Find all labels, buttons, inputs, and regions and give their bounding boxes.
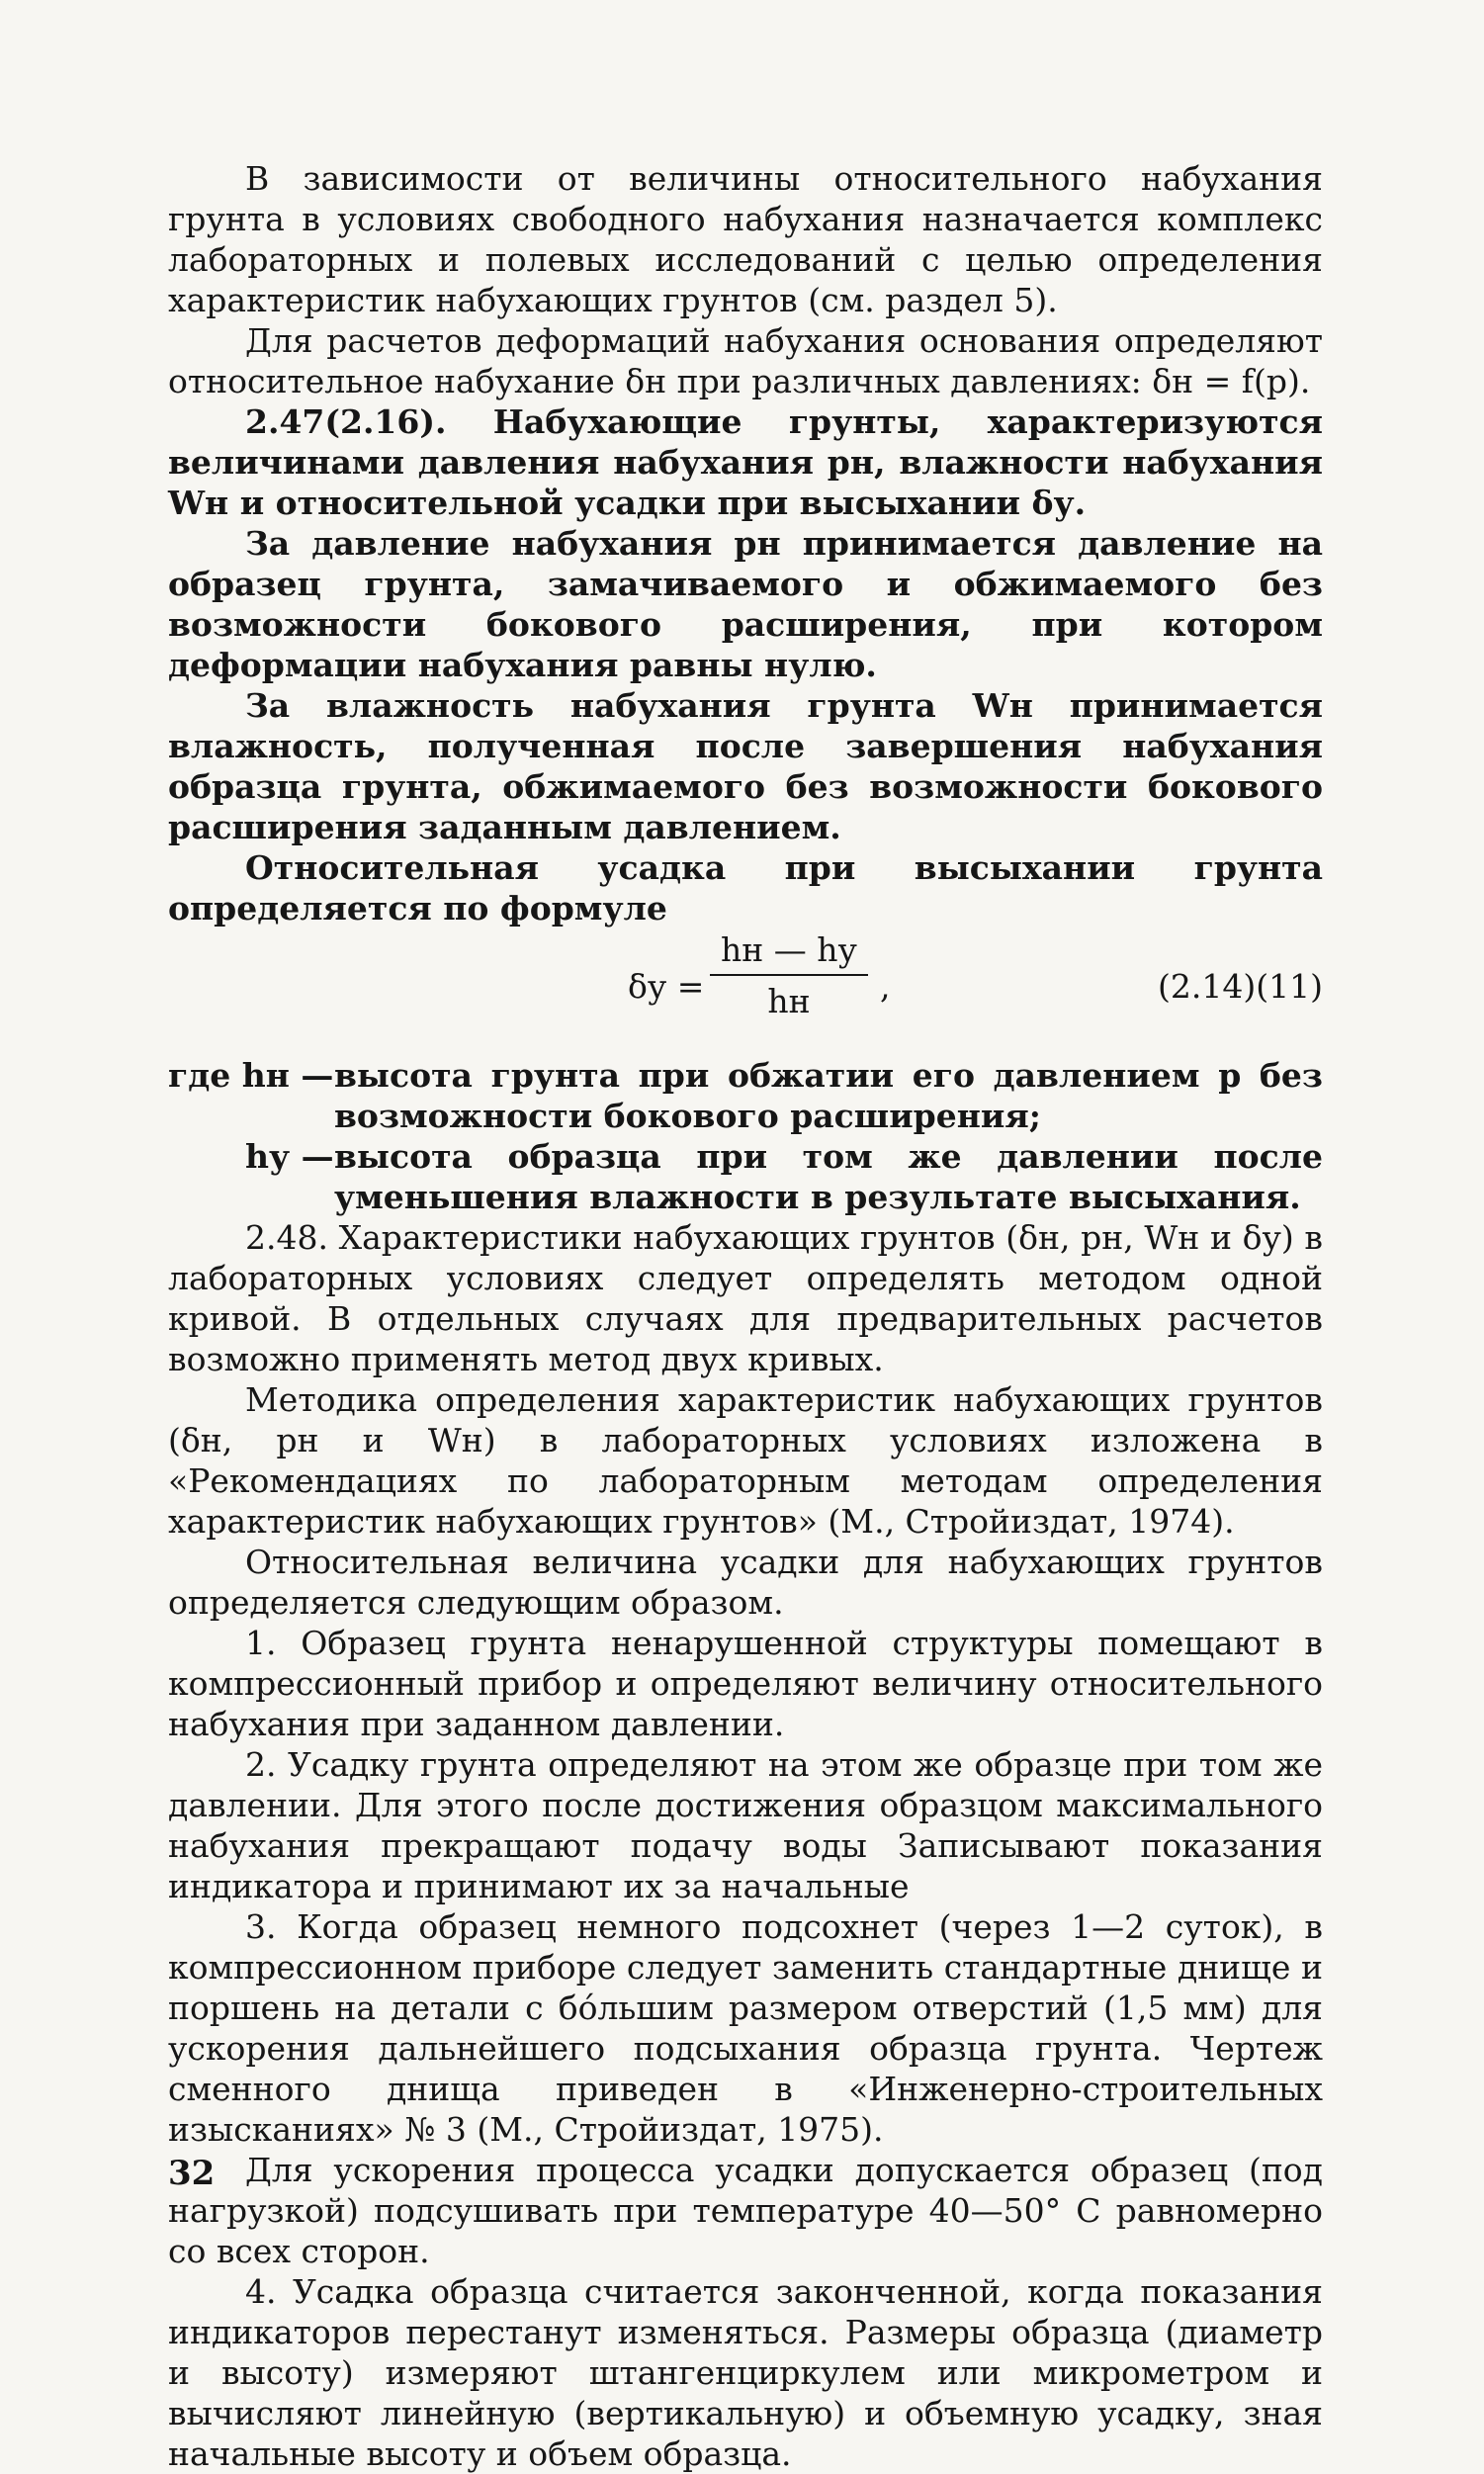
- formula-fraction: [710, 930, 868, 1021]
- section-2-47: 2.47(2.16). Набухающие грунты, характеризуются величинами давления набухания pн, влажности набухания Wн и относительной усадки при высыхании δу.: [168, 402, 1323, 522]
- step-2: 2. Усадку грунта определяют на этом же образце при том же давлении. Для этого после достижения образцом максимального набухания прекращают подачу воды Записывают показания индикатора и принимают их за начальные: [168, 1745, 1323, 1905]
- page-body: [168, 158, 1323, 2474]
- paragraph-1: В зависимости от величины относительного набухания грунта в условиях свободного набухания назначается комплекс лабораторных и полевых исследований с целью определения характеристик набухающих грунтов (см. раздел 5).: [168, 159, 1323, 319]
- paragraph-shrinkage-intro: Относительная усадка при высыхании грунта определяется по формуле: [168, 848, 1323, 928]
- definition-hy: [168, 1136, 1323, 1217]
- definition-text: высота грунта при обжатии его давлением p без возможности бокового расширения;: [334, 1056, 1323, 1135]
- formula-numerator: hн — hу: [721, 930, 857, 969]
- step-4: 4. Усадка образца считается законченной, когда показания индикаторов перестанут изменяться. Размеры образца (диаметр и высоту) измеряют штангенциркулем или микрометром и вычисляют линейную (вертикальную) и объемную усадку, зная начальные высоту и объем образца.: [168, 2272, 1323, 2473]
- definition-term: где hн —: [168, 1056, 334, 1095]
- section-2-48: 2.48. Характеристики набухающих грунтов (δн, pн, Wн и δу) в лабораторных условиях следует определять методом одной кривой. В отдельных случаях для предварительных расчетов возможно применять метод двух кривых.: [168, 1218, 1323, 1378]
- formula-denominator: hн: [767, 982, 811, 1020]
- step-1: 1. Образец грунта ненарушенной структуры помещают в компрессионный прибор и определяют величину относительного набухания при заданном давлении.: [168, 1624, 1323, 1743]
- definition-text: высота образца при том же давлении после уменьшения влажности в результате высыхания.: [334, 1137, 1323, 1216]
- paragraph-2: Для расчетов деформаций набухания основания определяют относительное набухание δн при различных давлениях: δн = f(p).: [168, 321, 1323, 400]
- paragraph-swelling-moisture: За влажность набухания грунта Wн принимается влажность, полученная после завершения набухания образца грунта, обжимаемого без возможности бокового расширения заданным давлением.: [168, 686, 1323, 846]
- definition-hn: [168, 1055, 1323, 1136]
- paragraph-shrinkage-method: Относительная величина усадки для набухающих грунтов определяется следующим образом.: [168, 1543, 1323, 1622]
- page-number: 32: [168, 2154, 216, 2193]
- paragraph-methodology: Методика определения характеристик набухающих грунтов (δн, pн и Wн) в лабораторных условиях изложена в «Рекомендациях по лабораторным методам определения характеристик набухающих грунтов» (М., Стройиздат, 1974).: [168, 1380, 1323, 1541]
- fraction-bar: [710, 974, 868, 976]
- step-3: 3. Когда образец немного подсохнет (через 1—2 суток), в компрессионном приборе следует заменить стандартные днище и поршень на детали с бóльшим размером отверстий (1,5 мм) для ускорения дальнейшего подсыхания образца грунта. Чертеж сменного днища приведен в «Инженерно-строительных изысканиях» № 3 (М., Стройиздат, 1975).: [168, 1907, 1323, 2149]
- paragraph-swelling-pressure: За давление набухания pн принимается давление на образец грунта, замачиваемого и обжимаемого без возможности бокового расширения, при котором деформации набухания равны нулю.: [168, 524, 1323, 684]
- formula-lhs: δу =: [628, 967, 705, 1006]
- formula-comma: ,: [880, 967, 891, 1006]
- formula-number: (2.14)(11): [1158, 967, 1323, 1006]
- paragraph-drying: Для ускорения процесса усадки допускается образец (под нагрузкой) подсушивать при температуре 40—50° С равномерно со всех сторон.: [168, 2151, 1323, 2270]
- definition-term: hу —: [245, 1137, 334, 1176]
- formula-2-14: [168, 930, 1323, 1049]
